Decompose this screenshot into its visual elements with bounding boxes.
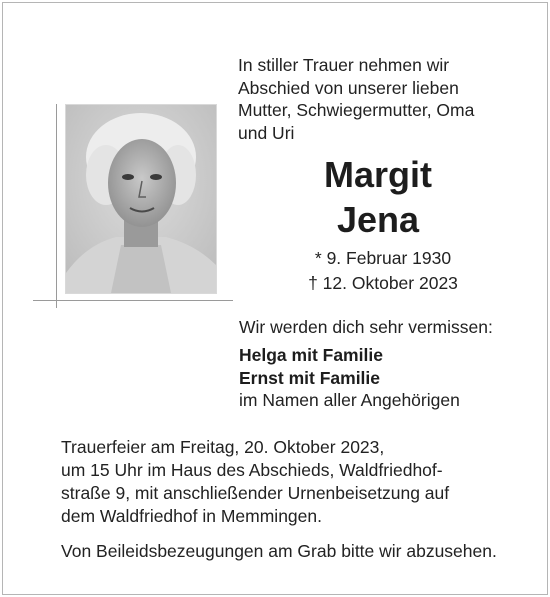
intro-text (238, 54, 538, 144)
birth-date: * 9. Februar 1930 (314, 248, 452, 268)
mourners-note: im Namen aller Angehörigen (239, 390, 460, 410)
mourner-name: Helga mit Familie (239, 345, 383, 365)
service-line: um 15 Uhr im Haus des Abschieds, Waldfriedhof- (61, 460, 443, 480)
service-details (61, 436, 449, 528)
mourner-name: Ernst mit Familie (239, 367, 381, 388)
portrait-photo (65, 104, 217, 294)
obituary-notice (2, 2, 548, 595)
deceased-first-name: Margit (324, 154, 432, 195)
intro-line: und Uri (238, 122, 295, 143)
farewell-message: Wir werden dich sehr vermissen: (239, 317, 493, 337)
intro-line: Mutter, Schwiegermutter, Oma (238, 100, 475, 120)
intro-line: Abschied von unserer lieben (238, 77, 459, 98)
service-line: dem Waldfriedhof in Memmingen. (61, 506, 322, 526)
deceased-last-name: Jena (336, 199, 420, 240)
intro-line: In stiller Trauer nehmen wir (238, 55, 450, 75)
closing-note: Von Beileidsbezeugungen am Grab bitte wir abzusehen. (61, 541, 497, 561)
life-dates (283, 246, 483, 296)
service-line: Trauerfeier am Freitag, 20. Oktober 2023, (61, 437, 385, 457)
mourners-list (239, 344, 460, 412)
decorative-line-horizontal (33, 300, 233, 301)
decorative-line-vertical (56, 104, 57, 308)
death-date: † 12. Oktober 2023 (308, 273, 458, 293)
service-line: straße 9, mit anschließender Urnenbeisetzung auf (61, 483, 450, 503)
